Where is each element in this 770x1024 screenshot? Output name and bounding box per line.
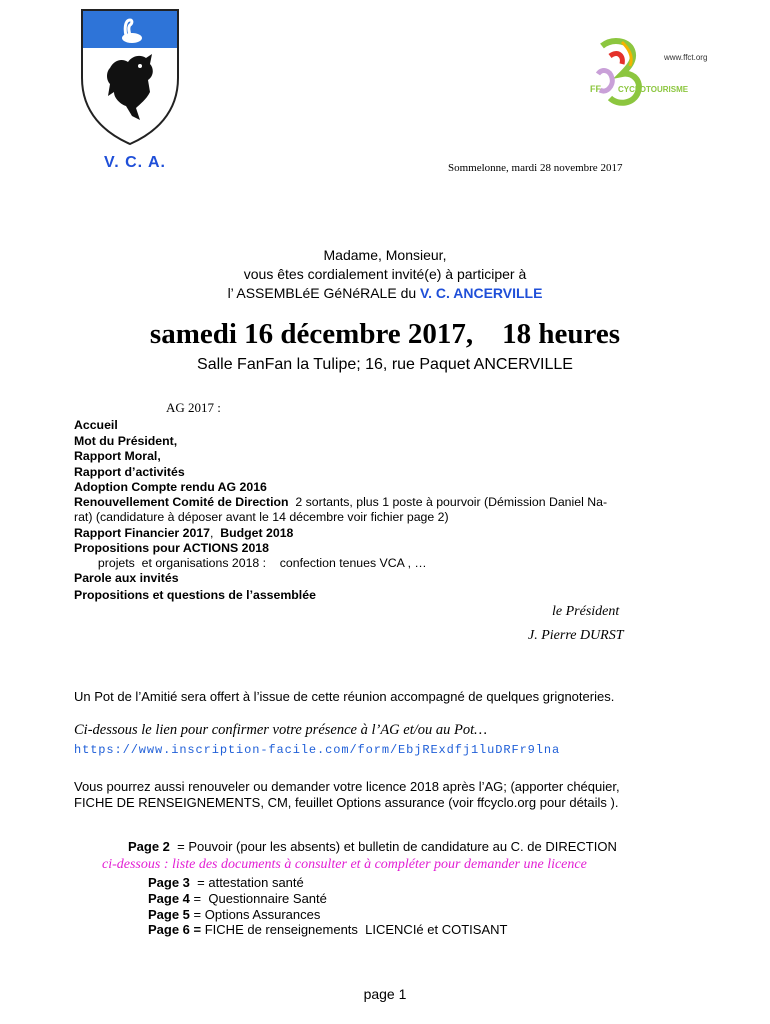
logo-url-text: www.ffct.org bbox=[664, 53, 708, 62]
agenda-item: Renouvellement Comité de Direction 2 sortants, plus 1 poste à pourvoir (Démission Daniel Na- bbox=[74, 495, 608, 509]
club-crest-icon bbox=[80, 8, 180, 146]
greeting-line-1: Madame, Monsieur, bbox=[323, 247, 447, 263]
pot-announcement: Un Pot de l’Amitié sera offert à l’issue de cette réunion accompagné de quelques grignoteries. bbox=[74, 689, 615, 704]
document-list-item: Page 5 = Options Assurances bbox=[148, 907, 321, 922]
signature-name: J. Pierre DURST bbox=[528, 628, 624, 643]
agenda-item: Rapport d’activités bbox=[74, 465, 185, 479]
document-list-item: Page 3 = attestation santé bbox=[148, 875, 304, 890]
agenda-item: Accueil bbox=[74, 418, 118, 432]
agenda-item: Rapport Financier 2017, Budget 2018 bbox=[74, 526, 294, 540]
document-list-item: Page 6 = FICHE de renseignements LICENCIé et COTISANT bbox=[148, 922, 508, 937]
renewal-line-2: FICHE DE RENSEIGNEMENTS, CM, feuillet Options assurance (voir ffcyclo.org pour détails ). bbox=[74, 795, 619, 810]
agenda-item: Propositions et questions de l’assemblée bbox=[74, 588, 316, 602]
document-list-item: Page 4 = Questionnaire Santé bbox=[148, 891, 327, 906]
greeting-line-2: vous êtes cordialement invité(e) à participer à bbox=[243, 266, 527, 282]
document-page-2: Page 2 = Pouvoir (pour les absents) et bulletin de candidature au C. de DIRECTION bbox=[128, 839, 617, 854]
agenda-item: Parole aux invités bbox=[74, 571, 179, 585]
agenda-item: Rapport Moral, bbox=[74, 449, 161, 463]
agenda-item-continued: rat) (candidature à déposer avant le 14 décembre voir fichier page 2) bbox=[74, 510, 449, 524]
agenda-item-subline: projets et organisations 2018 : confection tenues VCA , … bbox=[74, 556, 427, 570]
place-date: Sommelonne, mardi 28 novembre 2017 bbox=[448, 162, 623, 174]
ffct-logo-icon bbox=[588, 34, 710, 112]
event-venue: Salle FanFan la Tulipe; 16, rue Paquet ANCERVILLE bbox=[197, 356, 573, 373]
greeting-line-3 bbox=[0, 285, 770, 301]
confirm-text: Ci-dessous le lien pour confirmer votre présence à l’AG et/ou au Pot… bbox=[74, 722, 488, 738]
agenda-title: AG 2017 : bbox=[166, 400, 221, 415]
club-short-name: V. C. A. bbox=[104, 154, 166, 171]
greeting-club-name: V. C. ANCERVILLE bbox=[420, 285, 543, 301]
confirm-link[interactable]: https://www.inscription-facile.com/form/EbjRExdfj1luDRFr9lna bbox=[74, 743, 561, 757]
signature-role: le Président bbox=[552, 604, 620, 619]
agenda-item: Propositions pour ACTIONS 2018 bbox=[74, 541, 269, 555]
agenda-item: Mot du Président, bbox=[74, 434, 178, 448]
logo-brand-right: CYCLOTOURISME bbox=[618, 85, 689, 94]
documents-intro: ci-dessous : liste des documents à consulter et à compléter pour demander une licence bbox=[102, 857, 587, 872]
renewal-line-1: Vous pourrez aussi renouveler ou demander votre licence 2018 après l’AG; (apporter chéquier, bbox=[74, 779, 620, 794]
greeting-line-3-prefix: l’ ASSEMBLéE GéNéRALE du bbox=[227, 285, 421, 301]
page-number: page 1 bbox=[363, 986, 407, 1002]
event-headline: samedi 16 décembre 2017, 18 heures bbox=[149, 318, 621, 350]
logo-brand-left: FF bbox=[590, 84, 601, 94]
agenda-item: Adoption Compte rendu AG 2016 bbox=[74, 480, 267, 494]
